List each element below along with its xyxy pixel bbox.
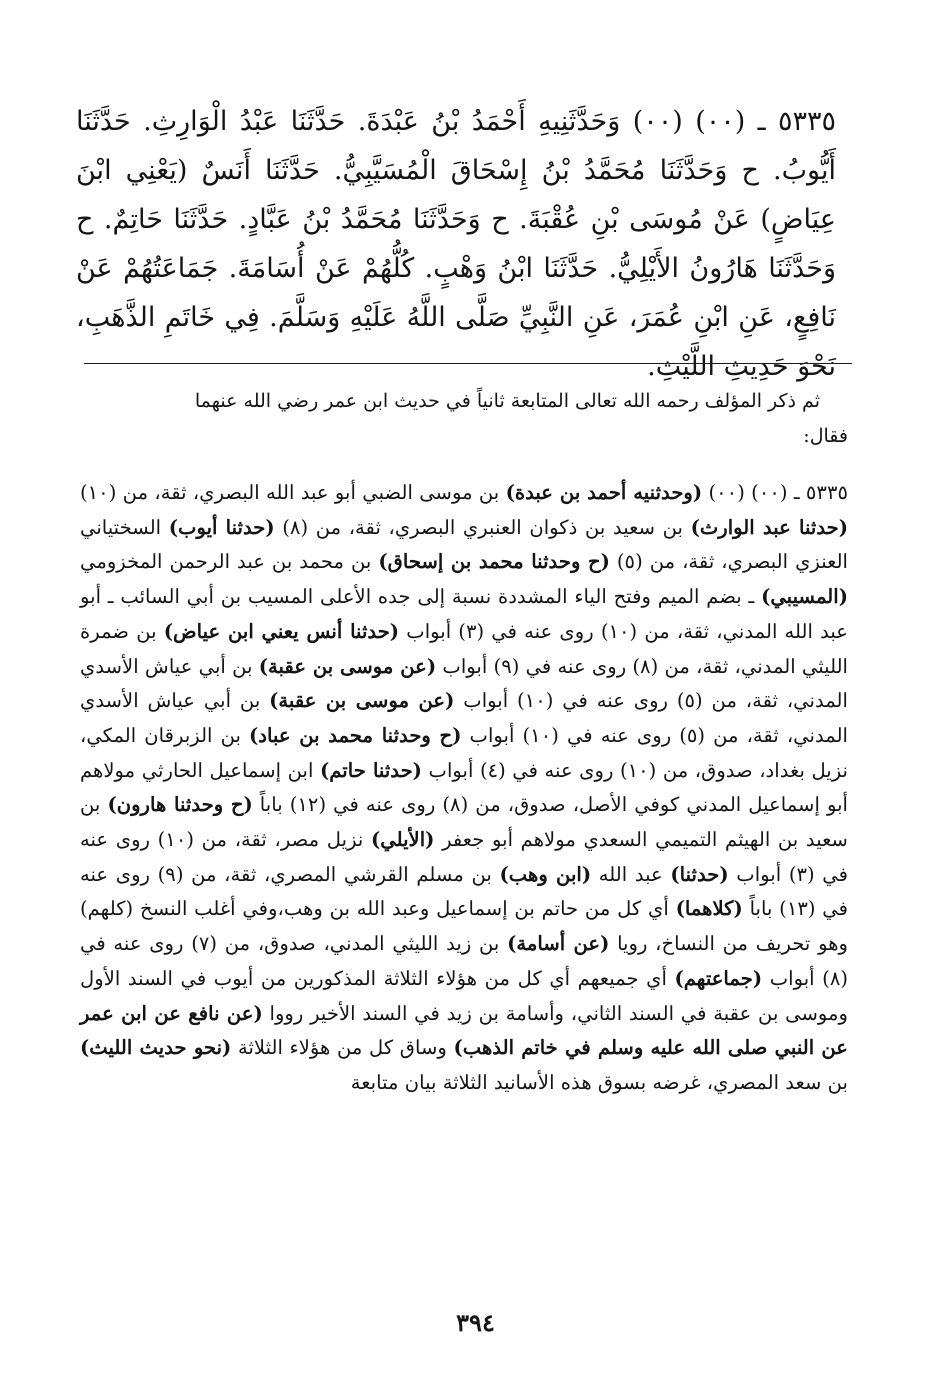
- commentary-segment: بن محمد بن عبد الرحمن المخزومي: [80, 550, 379, 574]
- commentary-segment: أي كل من حاتم بن إسماعيل وعبد الله بن وهب،وفي أغلب النسخ (كلهم) وهو تحريف من النساخ، رويا: [80, 897, 848, 956]
- commentary-bold-segment: (عن موسى بن عقبة): [269, 689, 455, 713]
- commentary-segment: ٥٣٣٥ ـ (٠٠) (٠٠): [702, 481, 848, 504]
- commentary-bold-segment: (المسيبي): [761, 585, 848, 609]
- commentary-segment: أي جميعهم أي كل من هؤلاء الثلاثة المذكورين من أيوب في السند الأول وموسى بن عقبة في السند الثاني، وأسامة بن زيد في السند الأخير رووا: [80, 966, 848, 1025]
- intro-line: ثم ذكر المؤلف رحمه الله تعالى المتابعة ثانياً في حديث ابن عمر رضي الله عنهما: [194, 390, 820, 412]
- commentary-bold-segment: (كلاهما): [675, 897, 743, 921]
- commentary-segment: بن زيد الليثي المدني، صدوق، من (٧) روى عنه في (٨) أبواب: [80, 932, 848, 990]
- commentary-segment: بن مسلم القرشي المصري، ثقة، من (٩) روى عنه في (١٣) باباً: [80, 862, 849, 921]
- commentary-bold-segment: (جماعتهم): [674, 966, 763, 990]
- commentary-bold-segment: (الأيلي): [371, 828, 435, 852]
- hadith-text: ٥٣٣٥ ـ (٠٠) (٠٠) وَحَدَّثَنِيهِ أَحْمَدُ بْنُ عَبْدَةَ. حَدَّثَنَا عَبْدُ الْوَارِثِ. حَدَّثَنَا أَيُّوبُ. ح وَحَدَّثَنَا مُحَمَّدُ بْنُ إِسْحَاقَ الْمُسَيَّبِيُّ. حَدَّثَنَا أَنَسٌ (يَعْنِي ابْنَ عِيَاضٍ) عَنْ مُوسَى بْنِ عُقْبَةَ. ح وَحَدَّثَنَا مُحَمَّدُ بْنُ عَبَّادٍ. حَدَّثَنَا حَاتِمٌ. ح وَحَدَّثَنَا هَارُونُ الأَيْلِيُّ. حَدَّثَنَا ابْنُ وَهْبٍ. كُلُّهُمْ عَنْ أُسَامَةَ. جَمَاعَتُهُمْ عَنْ نَافِعٍ، عَنِ ابْنِ عُمَرَ، عَنِ النَّبِيِّ صَلَّى اللَّهُ عَلَيْهِ وَسَلَّمَ. فِي خَاتَمِ الذَّهَبِ، نَحْوَ حَدِيثِ اللَّيْثِ.: [76, 106, 837, 382]
- intro-line: فقال:: [803, 425, 848, 447]
- commentary-bold-segment: (حدثنا أنس يعني ابن عياض): [163, 619, 400, 643]
- commentary-segment: بن سعيد بن ذكوان العنبري البصري، ثقة، من (٨): [274, 515, 691, 539]
- commentary-bold-segment: (حدثنا حاتم): [319, 758, 422, 782]
- commentary-segment: بن الزبرقان المكي، نزيل بغداد، صدوق، من (١٠) روى عنه في (٤) أبواب: [80, 723, 848, 782]
- commentary-segment: بن سعيد بن الهيثم التميمي السعدي مولاهم أبو جعفر: [80, 793, 848, 852]
- commentary-bold-segment: (حدثنا): [670, 862, 729, 886]
- commentary-segment: بن ضمرة الليثي المدني، ثقة، من (٨) روى عنه في (٩) أبواب: [80, 619, 848, 678]
- commentary-bold-segment: (ابن وهب): [499, 862, 592, 886]
- commentary-body: [80, 476, 848, 1101]
- commentary-bold-segment: (عن نافع عن ابن عمر عن النبي صلى الله عليه وسلم في خاتم الذهب): [80, 1001, 848, 1060]
- commentary-bold-segment: (حدثنا عبد الوارث): [690, 515, 849, 539]
- commentary-segment: بن أبي عياش الأسدي المدني، ثقة، من (٥) روى عنه في (١٠) أبواب: [80, 654, 848, 713]
- commentary-segment: وساق كل من هؤلاء الثلاثة: [231, 1036, 454, 1060]
- commentary-bold-segment: (ح وحدثنا هارون): [107, 793, 253, 817]
- separator-line: [84, 363, 852, 364]
- commentary-bold-segment: (عن موسى بن عقبة): [258, 654, 437, 678]
- commentary-bold-segment: (عن أسامة): [507, 932, 610, 956]
- commentary-segment: عبد الله: [591, 862, 671, 886]
- commentary-segment: نزيل مصر، ثقة، من (١٠) روى عنه في (٣) أبواب: [80, 828, 848, 886]
- commentary-bold-segment: (وحدثنيه أحمد بن عبدة): [505, 481, 703, 504]
- commentary-segment: السختياني العنزي البصري، ثقة، من (٥): [80, 515, 848, 574]
- commentary-segment: ـ بضم الميم وفتح الياء المشددة نسبة إلى جده الأعلى المسيب بن أبي السائب ـ أبو عبد الله المدني، ثقة، من (١٠) روى عنه في (٣) أبواب: [80, 585, 848, 643]
- commentary-segment: بن سعد المصري، غرضه بسوق هذه الأسانيد الثلاثة بيان متابعة: [350, 1070, 848, 1094]
- commentary-segment: بن أبي عياش الأسدي المدني، ثقة، من (٥) روى عنه في (١٠) أبواب: [80, 689, 848, 747]
- commentary-segment: بن موسى الضبي أبو عبد الله البصري، ثقة، من (١٠): [80, 481, 506, 504]
- commentary-segment: ابن إسماعيل الحارثي مولاهم أبو إسماعيل المدني كوفي الأصل، صدوق، من (٨) روى عنه في (١٢) باباً: [80, 758, 848, 817]
- commentary-bold-segment: (ح وحدثنا محمد بن عباد): [249, 723, 462, 747]
- commentary-bold-segment: (ح وحدثنا محمد بن إسحاق): [378, 550, 610, 574]
- commentary-bold-segment: (حدثنا أيوب): [168, 515, 275, 539]
- commentary-intro: [80, 384, 848, 454]
- commentary-bold-segment: (نحو حديث الليث): [80, 1036, 232, 1060]
- page-number: ٣٩٤: [456, 1308, 495, 1337]
